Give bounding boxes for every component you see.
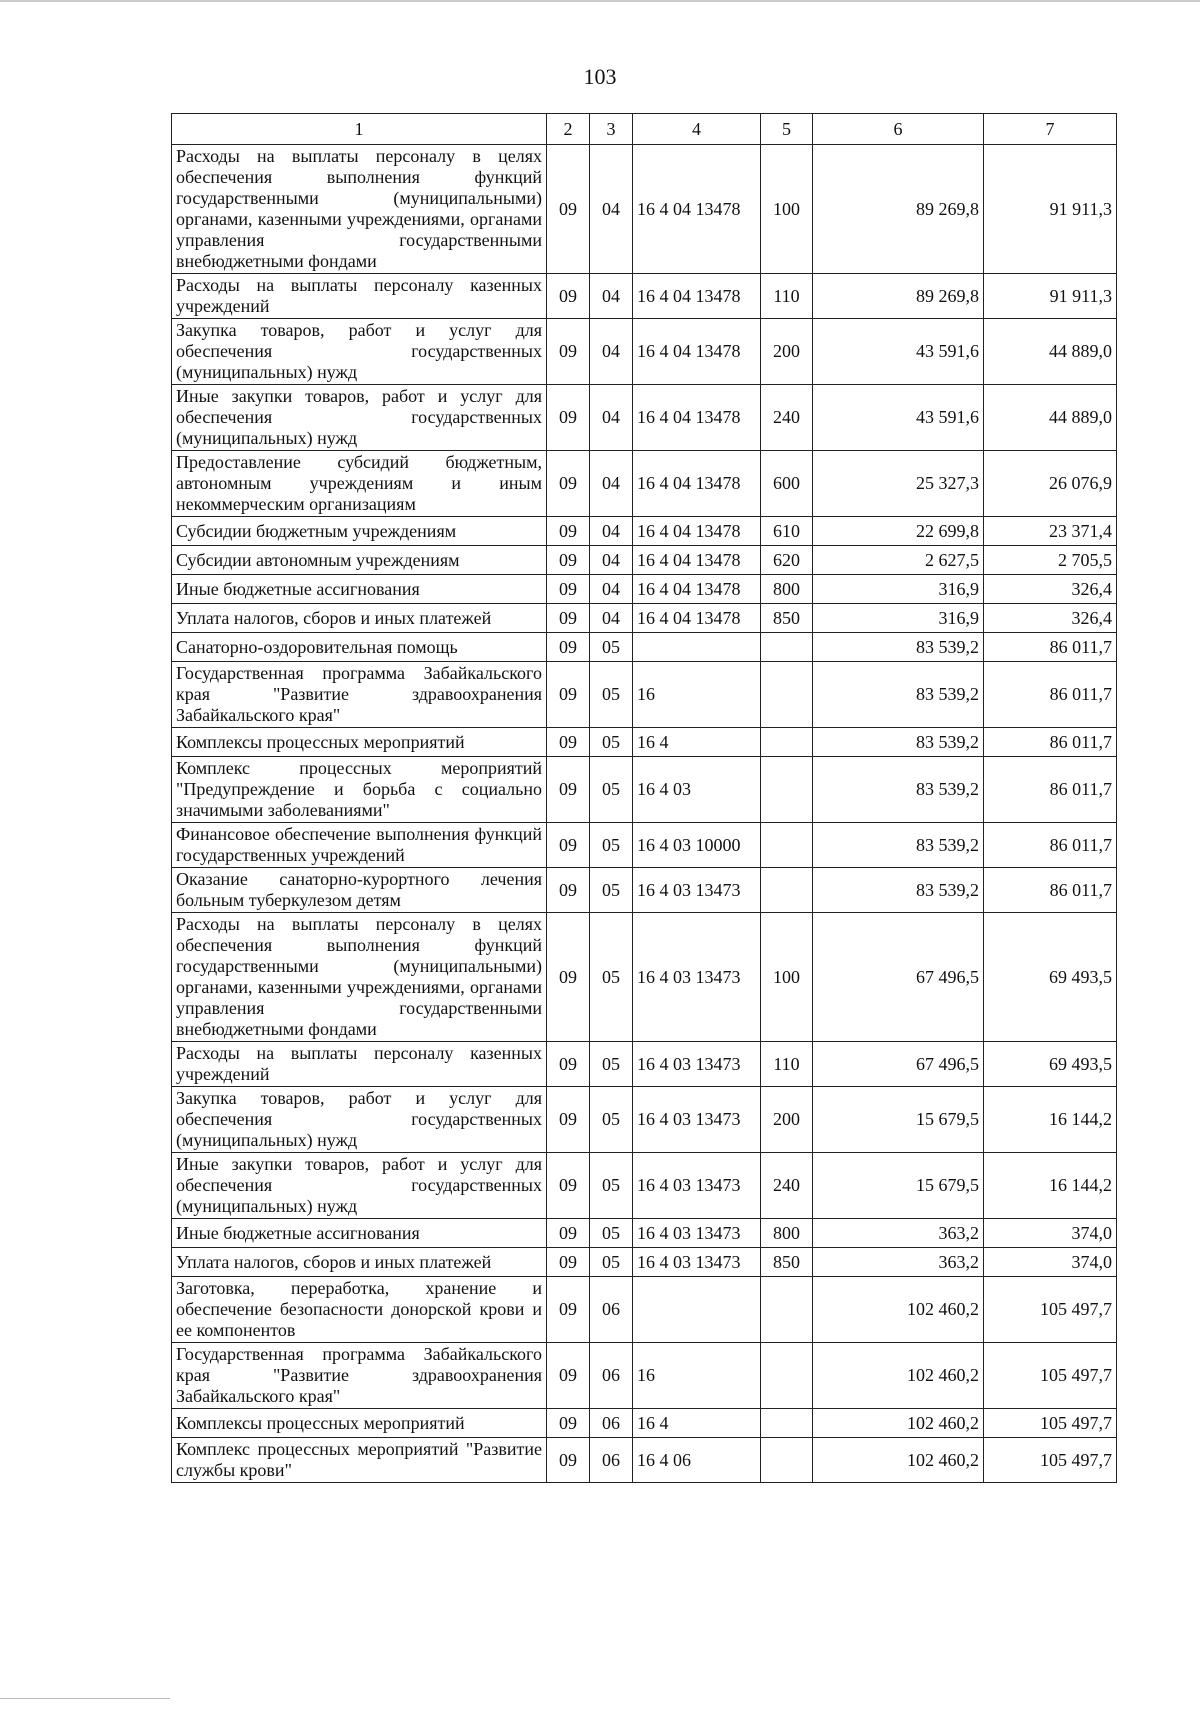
row-cell-c7: 23 371,4: [984, 517, 1117, 546]
table-row: [172, 451, 1117, 517]
row-cell-c3: 05: [590, 1153, 633, 1219]
row-cell-c6: 2 627,5: [813, 546, 984, 575]
row-cell-c7: 16 144,2: [984, 1153, 1117, 1219]
row-cell-c7: 91 911,3: [984, 274, 1117, 319]
table-row: [172, 1042, 1117, 1087]
table-row: [172, 1409, 1117, 1438]
row-cell-c7: 105 497,7: [984, 1343, 1117, 1409]
row-cell-c6: 316,9: [813, 575, 984, 604]
row-name-cell: Расходы на выплаты персоналу казенных учреждений: [172, 274, 547, 319]
row-cell-c7: 44 889,0: [984, 319, 1117, 385]
scan-edge-top: [0, 0, 1200, 2]
row-cell-c7: 44 889,0: [984, 385, 1117, 451]
row-cell-c7: 374,0: [984, 1219, 1117, 1248]
table-row: [172, 385, 1117, 451]
row-name-cell: Закупка товаров, работ и услуг для обеспечения государственных (муниципальных) нужд: [172, 1087, 547, 1153]
header-col-7: 7: [984, 114, 1117, 145]
row-cell-c2: 09: [547, 1438, 590, 1483]
table-row: [172, 1087, 1117, 1153]
row-cell-c5: 100: [761, 145, 813, 274]
row-cell-c7: 86 011,7: [984, 757, 1117, 823]
row-cell-c3: 05: [590, 1042, 633, 1087]
row-cell-c4: 16: [633, 1343, 761, 1409]
row-cell-c7: 86 011,7: [984, 728, 1117, 757]
row-cell-c4: 16 4 04 13478: [633, 274, 761, 319]
row-cell-c2: 09: [547, 913, 590, 1042]
row-cell-c7: 105 497,7: [984, 1277, 1117, 1343]
row-cell-c7: 69 493,5: [984, 913, 1117, 1042]
row-cell-c4: 16 4 03 13473: [633, 868, 761, 913]
row-cell-c7: 374,0: [984, 1248, 1117, 1277]
row-cell-c4: 16 4 03 13473: [633, 1219, 761, 1248]
row-cell-c2: 09: [547, 1409, 590, 1438]
row-cell-c3: 05: [590, 823, 633, 868]
row-cell-c5: 200: [761, 319, 813, 385]
table-row: [172, 662, 1117, 728]
row-cell-c2: 09: [547, 728, 590, 757]
row-name-cell: Финансовое обеспечение выполнения функций государственных учреждений: [172, 823, 547, 868]
row-cell-c2: 09: [547, 604, 590, 633]
row-cell-c5: 800: [761, 1219, 813, 1248]
row-cell-c6: 43 591,6: [813, 385, 984, 451]
row-name-cell: Расходы на выплаты персоналу в целях обеспечения выполнения функций государственными (муниципальными) органами, казенными учреждениями, органами управления государственными внебюджетными фондами: [172, 145, 547, 274]
row-cell-c4: 16 4 03 13473: [633, 1042, 761, 1087]
table-row: [172, 1438, 1117, 1483]
row-cell-c4: 16 4 04 13478: [633, 546, 761, 575]
row-cell-c5: [761, 1277, 813, 1343]
row-cell-c3: 05: [590, 913, 633, 1042]
row-cell-c3: 05: [590, 1248, 633, 1277]
row-cell-c5: 800: [761, 575, 813, 604]
row-name-cell: Иные закупки товаров, работ и услуг для обеспечения государственных (муниципальных) нужд: [172, 1153, 547, 1219]
row-cell-c7: 86 011,7: [984, 662, 1117, 728]
table-row: [172, 274, 1117, 319]
row-name-cell: Субсидии автономным учреждениям: [172, 546, 547, 575]
table-row: [172, 1343, 1117, 1409]
row-cell-c4: 16 4 04 13478: [633, 319, 761, 385]
table-row: [172, 145, 1117, 274]
table-row: [172, 319, 1117, 385]
row-cell-c2: 09: [547, 546, 590, 575]
row-cell-c5: 620: [761, 546, 813, 575]
row-cell-c5: [761, 1343, 813, 1409]
row-cell-c6: 102 460,2: [813, 1438, 984, 1483]
row-cell-c2: 09: [547, 823, 590, 868]
header-col-2: 2: [547, 114, 590, 145]
row-name-cell: Иные бюджетные ассигнования: [172, 1219, 547, 1248]
row-name-cell: Оказание санаторно-курортного лечения больным туберкулезом детям: [172, 868, 547, 913]
row-cell-c2: 09: [547, 1343, 590, 1409]
row-cell-c5: 610: [761, 517, 813, 546]
row-cell-c3: 04: [590, 546, 633, 575]
row-cell-c7: 91 911,3: [984, 145, 1117, 274]
row-name-cell: Комплексы процессных мероприятий: [172, 728, 547, 757]
row-cell-c6: 15 679,5: [813, 1087, 984, 1153]
row-cell-c6: 102 460,2: [813, 1277, 984, 1343]
table-header-row: [172, 114, 1117, 145]
table-row: [172, 575, 1117, 604]
row-cell-c2: 09: [547, 274, 590, 319]
row-cell-c6: 83 539,2: [813, 757, 984, 823]
table-row: [172, 1219, 1117, 1248]
row-cell-c7: 86 011,7: [984, 823, 1117, 868]
page-number: 103: [583, 64, 617, 89]
row-cell-c3: 05: [590, 757, 633, 823]
table-row: [172, 757, 1117, 823]
row-cell-c5: [761, 1409, 813, 1438]
row-name-cell: Расходы на выплаты персоналу казенных учреждений: [172, 1042, 547, 1087]
row-name-cell: Санаторно-оздоровительная помощь: [172, 633, 547, 662]
row-cell-c4: [633, 1277, 761, 1343]
row-cell-c2: 09: [547, 385, 590, 451]
table-row: [172, 1277, 1117, 1343]
row-cell-c6: 83 539,2: [813, 633, 984, 662]
row-cell-c3: 04: [590, 604, 633, 633]
row-cell-c3: 06: [590, 1277, 633, 1343]
row-cell-c5: 100: [761, 913, 813, 1042]
row-cell-c6: 83 539,2: [813, 823, 984, 868]
row-cell-c4: 16 4: [633, 728, 761, 757]
row-cell-c3: 04: [590, 517, 633, 546]
row-cell-c5: 240: [761, 1153, 813, 1219]
row-cell-c4: 16 4 04 13478: [633, 575, 761, 604]
row-name-cell: Государственная программа Забайкальского края "Развитие здравоохранения Забайкальского края": [172, 1343, 547, 1409]
header-col-6: 6: [813, 114, 984, 145]
row-cell-c3: 05: [590, 633, 633, 662]
row-name-cell: Уплата налогов, сборов и иных платежей: [172, 604, 547, 633]
row-cell-c5: 240: [761, 385, 813, 451]
row-name-cell: Уплата налогов, сборов и иных платежей: [172, 1248, 547, 1277]
row-cell-c6: 89 269,8: [813, 145, 984, 274]
row-cell-c2: 09: [547, 1277, 590, 1343]
row-cell-c3: 04: [590, 319, 633, 385]
row-name-cell: Комплекс процессных мероприятий "Развитие службы крови": [172, 1438, 547, 1483]
table-row: [172, 823, 1117, 868]
row-name-cell: Государственная программа Забайкальского края "Развитие здравоохранения Забайкальского края": [172, 662, 547, 728]
row-cell-c2: 09: [547, 575, 590, 604]
row-cell-c2: 09: [547, 1219, 590, 1248]
row-cell-c4: 16 4 03 13473: [633, 913, 761, 1042]
row-name-cell: Иные бюджетные ассигнования: [172, 575, 547, 604]
row-cell-c5: [761, 757, 813, 823]
row-cell-c4: 16 4 03 10000: [633, 823, 761, 868]
row-cell-c5: 110: [761, 274, 813, 319]
table-row: [172, 633, 1117, 662]
table-row: [172, 1153, 1117, 1219]
row-cell-c4: 16 4 04 13478: [633, 145, 761, 274]
row-cell-c3: 06: [590, 1409, 633, 1438]
row-cell-c3: 04: [590, 575, 633, 604]
row-cell-c3: 04: [590, 274, 633, 319]
row-name-cell: Иные закупки товаров, работ и услуг для обеспечения государственных (муниципальных) нужд: [172, 385, 547, 451]
row-cell-c5: 600: [761, 451, 813, 517]
row-cell-c2: 09: [547, 662, 590, 728]
row-name-cell: Заготовка, переработка, хранение и обеспечение безопасности донорской крови и ее компонентов: [172, 1277, 547, 1343]
row-cell-c4: 16 4 03 13473: [633, 1248, 761, 1277]
row-cell-c3: 05: [590, 662, 633, 728]
row-cell-c6: 67 496,5: [813, 1042, 984, 1087]
row-cell-c4: [633, 633, 761, 662]
row-cell-c7: 16 144,2: [984, 1087, 1117, 1153]
row-cell-c3: 05: [590, 1087, 633, 1153]
row-cell-c6: 363,2: [813, 1219, 984, 1248]
row-cell-c2: 09: [547, 319, 590, 385]
row-cell-c4: 16 4 03: [633, 757, 761, 823]
row-cell-c6: 43 591,6: [813, 319, 984, 385]
row-cell-c4: 16 4 03 13473: [633, 1153, 761, 1219]
table-row: [172, 517, 1117, 546]
row-name-cell: Субсидии бюджетным учреждениям: [172, 517, 547, 546]
row-cell-c6: 83 539,2: [813, 662, 984, 728]
row-name-cell: Комплексы процессных мероприятий: [172, 1409, 547, 1438]
row-name-cell: Предоставление субсидий бюджетным, автономным учреждениям и иным некоммерческим организациям: [172, 451, 547, 517]
row-cell-c4: 16 4 04 13478: [633, 385, 761, 451]
table-row: [172, 604, 1117, 633]
row-cell-c3: 04: [590, 385, 633, 451]
row-cell-c5: [761, 728, 813, 757]
row-cell-c2: 09: [547, 633, 590, 662]
row-cell-c2: 09: [547, 1248, 590, 1277]
row-cell-c4: 16 4 04 13478: [633, 451, 761, 517]
row-cell-c4: 16: [633, 662, 761, 728]
row-cell-c5: [761, 662, 813, 728]
row-cell-c7: 105 497,7: [984, 1438, 1117, 1483]
row-cell-c5: 110: [761, 1042, 813, 1087]
row-cell-c5: 850: [761, 1248, 813, 1277]
budget-table: [171, 113, 1117, 1483]
row-cell-c3: 06: [590, 1343, 633, 1409]
row-cell-c2: 09: [547, 1087, 590, 1153]
row-cell-c6: 67 496,5: [813, 913, 984, 1042]
row-cell-c7: 2 705,5: [984, 546, 1117, 575]
row-cell-c7: 86 011,7: [984, 868, 1117, 913]
row-cell-c6: 89 269,8: [813, 274, 984, 319]
row-cell-c7: 69 493,5: [984, 1042, 1117, 1087]
row-cell-c7: 326,4: [984, 575, 1117, 604]
row-cell-c3: 05: [590, 868, 633, 913]
table-row: [172, 546, 1117, 575]
row-cell-c6: 83 539,2: [813, 728, 984, 757]
row-name-cell: Комплекс процессных мероприятий "Предупреждение и борьба с социально значимыми заболеваниями": [172, 757, 547, 823]
row-cell-c6: 102 460,2: [813, 1409, 984, 1438]
row-cell-c7: 105 497,7: [984, 1409, 1117, 1438]
row-name-cell: Закупка товаров, работ и услуг для обеспечения государственных (муниципальных) нужд: [172, 319, 547, 385]
scan-edge-bottom: [0, 1698, 170, 1699]
header-col-1: 1: [172, 114, 547, 145]
row-cell-c7: 326,4: [984, 604, 1117, 633]
row-cell-c2: 09: [547, 145, 590, 274]
row-cell-c5: [761, 633, 813, 662]
table-row: [172, 913, 1117, 1042]
row-cell-c6: 363,2: [813, 1248, 984, 1277]
row-cell-c7: 86 011,7: [984, 633, 1117, 662]
table-row: [172, 728, 1117, 757]
row-cell-c3: 05: [590, 1219, 633, 1248]
row-cell-c2: 09: [547, 451, 590, 517]
row-cell-c2: 09: [547, 757, 590, 823]
row-cell-c3: 06: [590, 1438, 633, 1483]
row-cell-c3: 05: [590, 728, 633, 757]
table-row: [172, 868, 1117, 913]
row-cell-c2: 09: [547, 517, 590, 546]
row-cell-c5: [761, 823, 813, 868]
row-cell-c4: 16 4: [633, 1409, 761, 1438]
row-cell-c6: 83 539,2: [813, 868, 984, 913]
header-col-4: 4: [633, 114, 761, 145]
row-cell-c4: 16 4 04 13478: [633, 604, 761, 633]
row-cell-c2: 09: [547, 1042, 590, 1087]
row-cell-c5: 200: [761, 1087, 813, 1153]
row-cell-c6: 316,9: [813, 604, 984, 633]
row-cell-c4: 16 4 03 13473: [633, 1087, 761, 1153]
row-cell-c6: 15 679,5: [813, 1153, 984, 1219]
table-row: [172, 1248, 1117, 1277]
row-cell-c7: 26 076,9: [984, 451, 1117, 517]
row-cell-c3: 04: [590, 451, 633, 517]
row-cell-c6: 102 460,2: [813, 1343, 984, 1409]
row-name-cell: Расходы на выплаты персоналу в целях обеспечения выполнения функций государственными (муниципальными) органами, казенными учреждениями, органами управления государственными внебюджетными фондами: [172, 913, 547, 1042]
row-cell-c5: [761, 868, 813, 913]
row-cell-c4: 16 4 06: [633, 1438, 761, 1483]
row-cell-c5: [761, 1438, 813, 1483]
header-col-5: 5: [761, 114, 813, 145]
row-cell-c4: 16 4 04 13478: [633, 517, 761, 546]
row-cell-c6: 25 327,3: [813, 451, 984, 517]
row-cell-c5: 850: [761, 604, 813, 633]
row-cell-c2: 09: [547, 868, 590, 913]
row-cell-c6: 22 699,8: [813, 517, 984, 546]
header-col-3: 3: [590, 114, 633, 145]
row-cell-c2: 09: [547, 1153, 590, 1219]
row-cell-c3: 04: [590, 145, 633, 274]
